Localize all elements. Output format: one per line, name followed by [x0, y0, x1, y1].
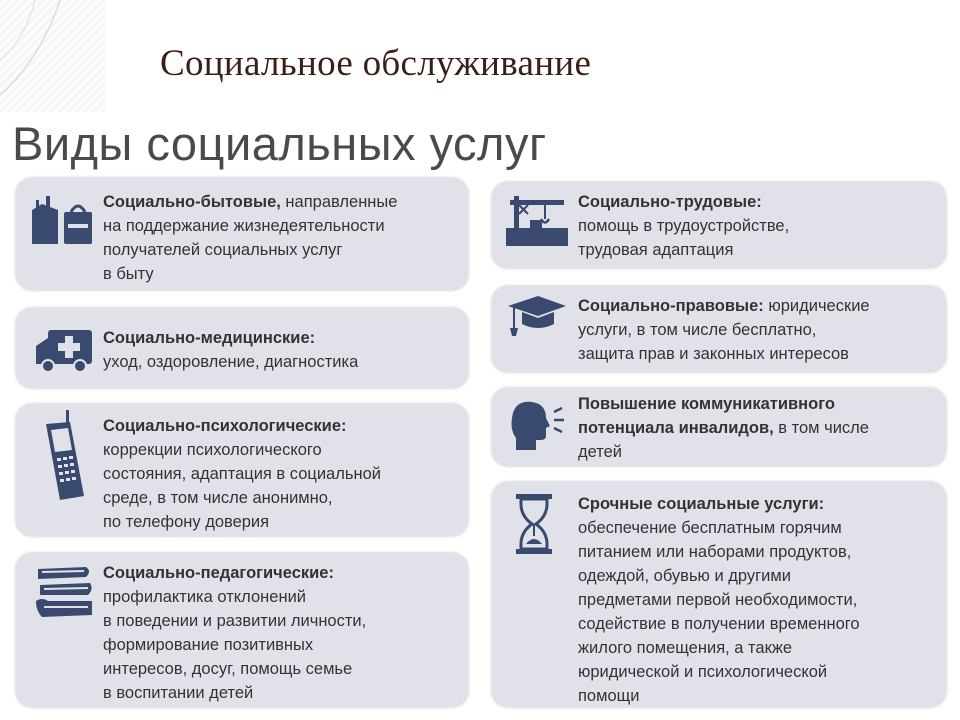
medical-title: Социально-медицинские:	[103, 329, 316, 347]
card-pedagogical-services	[16, 553, 468, 707]
urgent-title: Срочные социальные услуги:	[578, 495, 825, 513]
pedagogical-line: профилактика отклонений	[103, 588, 307, 606]
urgent-line: одеждой, обувью и другими	[578, 567, 791, 585]
communication-title-1: Повышение коммуникативного	[578, 395, 835, 413]
domestic-title: Социально-бытовые,	[103, 193, 281, 211]
urgent-line: юридической и психологической	[578, 663, 828, 681]
psychological-line: среде, в том числе анонимно,	[103, 489, 333, 507]
psychological-line: состояния, адаптация в социальной	[103, 465, 381, 483]
urgent-line: жилого помещения, а также	[578, 639, 793, 657]
legal-line: защита прав и законных интересов	[578, 345, 849, 363]
legal-title-rest: юридические	[763, 297, 870, 315]
communication-line: детей	[578, 443, 623, 461]
section-heading: Виды социальных услуг	[12, 117, 547, 170]
domestic-line: получателей социальных услуг	[103, 241, 343, 259]
shopping-bags-icon	[28, 190, 96, 250]
books-icon	[34, 561, 96, 623]
labor-title: Социально-трудовые:	[578, 193, 762, 211]
card-urgent-services	[492, 482, 946, 707]
pedagogical-line: в воспитании детей	[103, 684, 254, 702]
card-labor-services	[492, 182, 946, 268]
medical-line: уход, оздоровление, диагностика	[103, 353, 359, 371]
hourglass-icon	[512, 492, 556, 556]
domestic-line: на поддержание жизнедеятельности	[103, 217, 385, 235]
card-communication-services	[492, 388, 946, 466]
graduation-cap-icon	[506, 294, 568, 340]
pedagogical-line: в поведении и развитии личности,	[103, 612, 367, 630]
labor-line: помощь в трудоустройстве,	[578, 217, 790, 235]
pedagogical-line: формирование позитивных	[103, 636, 314, 654]
legal-title: Социально-правовые:	[578, 297, 764, 315]
ambulance-icon	[34, 324, 96, 374]
communication-title-rest: в том числе	[773, 419, 869, 437]
urgent-line: помощи	[578, 687, 640, 705]
communication-title-2: потенциала инвалидов,	[578, 419, 774, 437]
psychological-title: Социально-психологические:	[103, 417, 347, 435]
domestic-title-rest: направленные	[280, 193, 398, 211]
card-legal-services	[492, 286, 946, 372]
urgent-line: питанием или наборами продуктов,	[578, 543, 852, 561]
card-medical-services	[16, 308, 468, 388]
construction-crane-icon	[504, 192, 570, 248]
labor-line: трудовая адаптация	[578, 241, 734, 259]
urgent-line: предметами первой необходимости,	[578, 591, 858, 609]
domestic-line: в быту	[103, 265, 154, 283]
mobile-phone-icon	[40, 410, 90, 502]
legal-line: услуги, в том числе бесплатно,	[578, 321, 817, 339]
psychological-line: коррекции психологического	[103, 441, 322, 459]
speaking-head-icon	[506, 398, 566, 452]
urgent-line: обеспечение бесплатным горячим	[578, 519, 842, 537]
corner-decoration	[0, 0, 105, 112]
pedagogical-title: Социально-педагогические:	[103, 564, 334, 582]
card-psychological-services	[16, 404, 468, 536]
urgent-line: содействие в получении временного	[578, 615, 860, 633]
card-domestic-services	[16, 178, 468, 290]
pedagogical-line: интересов, досуг, помощь семье	[103, 660, 353, 678]
slide-title: Социальное обслуживание	[160, 43, 592, 84]
psychological-line: по телефону доверия	[103, 513, 270, 531]
